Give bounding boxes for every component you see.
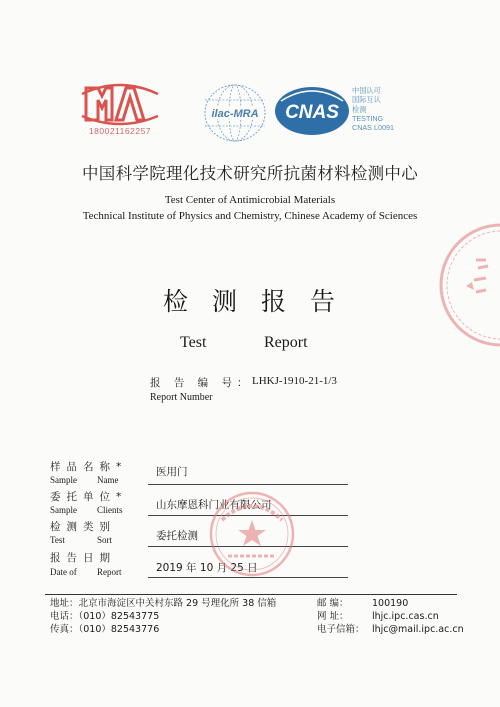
ilac-text: ilac-MRA	[211, 108, 259, 120]
field-label-en: Date of Report	[50, 567, 122, 577]
field-underline	[148, 484, 348, 485]
field-label-cn: 委托单位*	[50, 491, 122, 503]
ilac-globe-icon	[200, 82, 270, 144]
cnas-caption-line: 中国认可	[352, 86, 381, 95]
report-number-label-en: Report Number	[150, 392, 213, 403]
field-label-cn: 检测类别	[50, 521, 116, 533]
cnas-oval-icon	[273, 85, 351, 137]
footer-website-label: 网 址：	[317, 611, 349, 622]
field-label-en: Sample Name	[50, 475, 119, 485]
report-title-en-test: Test	[180, 334, 207, 351]
footer-divider	[45, 594, 457, 595]
seal-icon	[436, 220, 500, 350]
cma-number: 180021162257	[88, 126, 152, 136]
organization-name-en-line1: Test Center of Antimicrobial Materials	[164, 194, 336, 206]
report-title-en-report: Report	[264, 334, 308, 351]
footer-fax: 传真：（010）82543776	[50, 624, 160, 635]
field-label-en: Test Sort	[50, 535, 113, 545]
report-number-label: 报 告 编 号：	[150, 377, 253, 389]
report-title-cn: 检测报告	[162, 287, 359, 316]
cma-logo	[80, 82, 160, 142]
report-number-value: LHKJ-1910-21-1/3	[252, 375, 337, 387]
footer-email-label: 电子信箱：	[317, 624, 365, 635]
footer-postcode: 100190	[372, 598, 409, 609]
official-seal-stamp-right	[436, 220, 500, 350]
organization-name-en-line2: Technical Institute of Physics and Chemistry, Chinese Academy of Sciences	[82, 210, 418, 222]
field-label-cn: 样品名称*	[50, 461, 122, 473]
cnas-caption-line: TESTING	[352, 113, 384, 123]
test-sort-value: 委托检测	[156, 530, 198, 542]
footer-phone: 电话：（010）82543775	[50, 611, 160, 622]
field-label-cn: 报告日期	[50, 552, 116, 564]
official-seal-stamp-center	[208, 490, 296, 578]
cma-mark-icon	[80, 82, 160, 128]
report-date-value: 2019 年 10 月 25 日	[156, 562, 258, 574]
footer-email: lhjc@mail.ipc.ac.cn	[372, 624, 464, 635]
cnas-caption-line: 国际互认	[352, 95, 381, 105]
cnas-text: CNAS	[285, 102, 339, 123]
ilac-mra-logo	[200, 82, 270, 144]
footer-website: lhjc.ipc.cas.cn	[372, 611, 439, 622]
footer-postcode-label: 邮 编：	[317, 598, 349, 609]
organization-name-cn: 中国科学院理化技术研究所抗菌材料检测中心	[82, 164, 418, 183]
sample-client-value: 山东摩恩科门业有限公司	[156, 499, 272, 511]
sample-name-value: 医用门	[156, 466, 188, 478]
cnas-caption-line: 检测	[352, 104, 367, 114]
seal-icon	[208, 490, 296, 578]
cnas-logo	[273, 85, 351, 137]
cnas-caption	[352, 86, 422, 132]
cnas-caption-line: CNAS L0091	[352, 123, 394, 133]
field-label-en: Sample Clients	[50, 505, 123, 515]
footer-address: 地址：北京市海淀区中关村东路 29 号理化所 38 信箱	[50, 598, 277, 609]
